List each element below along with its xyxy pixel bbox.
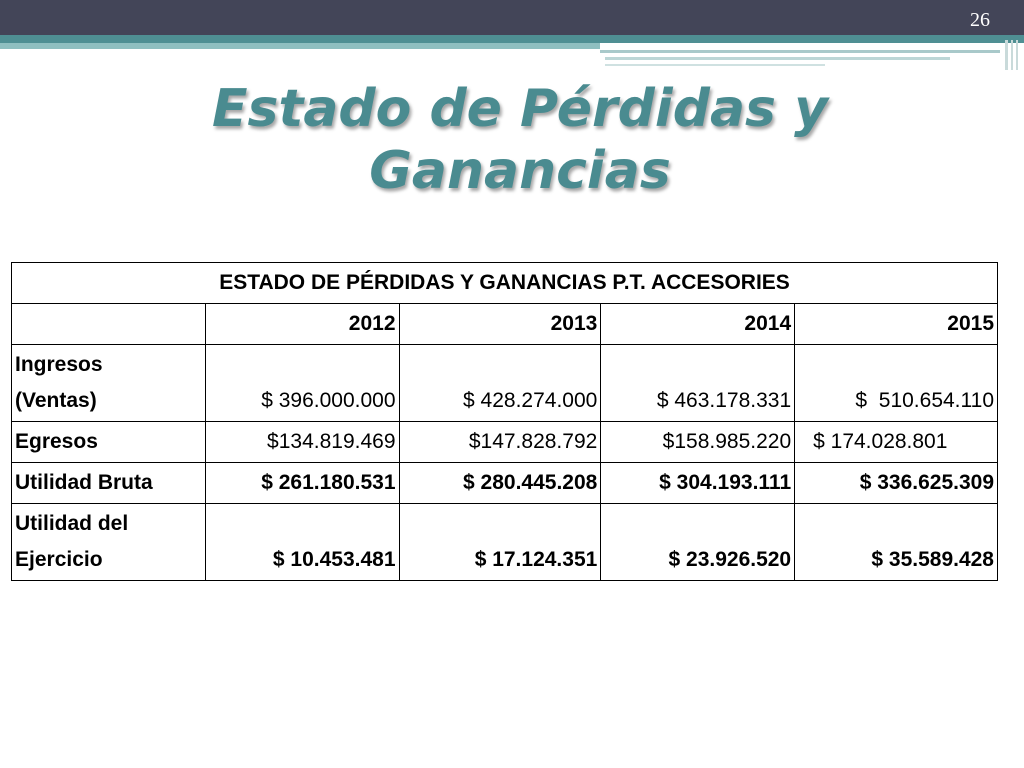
header-accent-band <box>0 35 1024 43</box>
year-header-row <box>12 304 998 345</box>
year-2014: 2014 <box>601 304 795 345</box>
table-cell: $158.985.220 <box>601 422 795 463</box>
table-caption: ESTADO DE PÉRDIDAS Y GANANCIAS P.T. ACCESORIES <box>12 263 998 304</box>
decor-line <box>605 64 825 66</box>
decor-bar <box>1016 40 1018 70</box>
table-cell: $ 396.000.000 <box>205 345 399 422</box>
table-cell: $ 17.124.351 <box>399 504 601 581</box>
table-cell: $ 174.028.801 <box>795 422 998 463</box>
year-2013: 2013 <box>399 304 601 345</box>
slide-number: 26 <box>970 9 990 31</box>
year-2015: 2015 <box>795 304 998 345</box>
table-cell: $147.828.792 <box>399 422 601 463</box>
title-line-1: Estado de Pérdidas y <box>211 79 828 139</box>
table-cell: $ 463.178.331 <box>601 345 795 422</box>
table-cell: $ 510.654.110 <box>795 345 998 422</box>
title-line-2: Ganancias <box>369 141 671 201</box>
table-cell: $ 35.589.428 <box>795 504 998 581</box>
table-cell: $ 10.453.481 <box>205 504 399 581</box>
row-label-line: (Ventas) <box>15 389 97 412</box>
decor-line <box>600 50 1000 53</box>
table-row-ingresos <box>12 345 998 422</box>
row-label <box>12 345 206 422</box>
row-label: Utilidad Bruta <box>12 463 206 504</box>
table-cell: $ 261.180.531 <box>205 463 399 504</box>
income-statement-table <box>11 262 998 581</box>
header-accent-stripe <box>0 43 600 49</box>
table-row-utilidad-bruta <box>12 463 998 504</box>
row-label <box>12 504 206 581</box>
table-caption-row <box>12 263 998 304</box>
table-cell: $ 280.445.208 <box>399 463 601 504</box>
decor-line <box>605 57 950 60</box>
table-cell: $ 23.926.520 <box>601 504 795 581</box>
row-label-line: Utilidad del <box>15 512 129 535</box>
decor-bar <box>1011 40 1013 70</box>
header-band <box>0 0 1024 35</box>
table-row-egresos <box>12 422 998 463</box>
row-label: Egresos <box>12 422 206 463</box>
table-row-utilidad-ejercicio <box>12 504 998 581</box>
table-cell: $ 304.193.111 <box>601 463 795 504</box>
slide-title <box>0 78 1024 202</box>
empty-header-cell <box>12 304 206 345</box>
year-2012: 2012 <box>205 304 399 345</box>
decor-bar <box>1005 40 1008 70</box>
table-cell: $134.819.469 <box>205 422 399 463</box>
row-label-line: Ejercicio <box>15 548 103 571</box>
row-label-line: Ingresos <box>15 353 103 376</box>
table-cell: $ 336.625.309 <box>795 463 998 504</box>
table-cell: $ 428.274.000 <box>399 345 601 422</box>
